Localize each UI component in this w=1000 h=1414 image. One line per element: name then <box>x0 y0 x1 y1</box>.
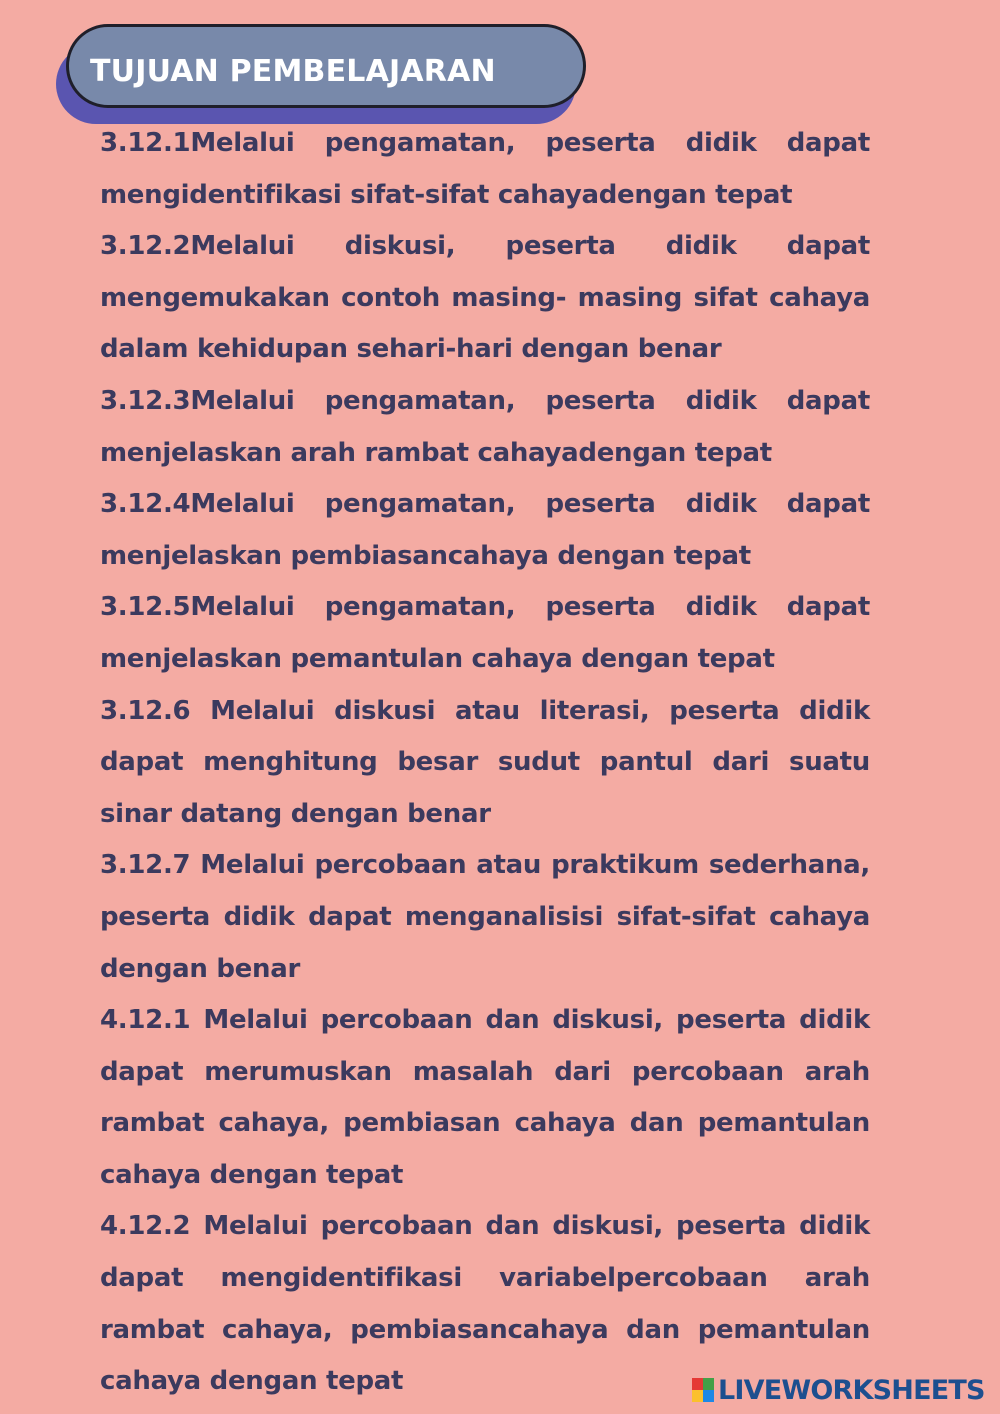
objectives-list <box>100 118 870 1408</box>
logo-square-blue <box>703 1390 714 1402</box>
watermark-text: LIVEWORKSHEETS <box>718 1374 985 1406</box>
objective-code: 3.12.6 <box>100 695 191 726</box>
liveworksheets-logo-icon <box>692 1378 714 1402</box>
objective-text: Melalui pengamatan, peserta didik dapat menjelaskan pembiasancahaya dengan tepat <box>100 489 870 571</box>
logo-square-green <box>703 1378 714 1390</box>
objective-text: Melalui pengamatan, peserta didik dapat mengidentifikasi sifat-sifat cahayadengan tepat <box>100 128 870 210</box>
page-title: TUJUAN PEMBELAJARAN <box>90 54 496 89</box>
objective-text: Melalui pengamatan, peserta didik dapat menjelaskan pemantulan cahaya dengan tepat <box>100 592 870 674</box>
objective-text: Melalui diskusi atau literasi, peserta didik dapat menghitung besar sudut pantul dari suatu sinar datang dengan benar <box>100 695 870 829</box>
objective-code: 3.12.1 <box>100 128 191 158</box>
objective-code: 3.12.3 <box>100 385 191 416</box>
logo-square-yellow <box>692 1390 703 1402</box>
objective-text: Melalui percobaan dan diskusi, peserta didik dapat merumuskan masalah dari percobaan arah rambat cahaya, pembiasan cahaya dan pemantulan cahaya dengan tepat <box>100 1005 870 1190</box>
objective-item <box>100 118 870 221</box>
objective-code: 4.12.1 <box>100 1005 191 1036</box>
objective-item <box>100 582 870 685</box>
objective-code: 3.12.7 <box>100 850 191 881</box>
logo-square-red <box>692 1378 703 1390</box>
objective-code: 4.12.2 <box>100 1211 191 1242</box>
objective-text: Melalui percobaan atau praktikum sederhana, peserta didik dapat menganalisisi sifat-sifat cahaya dengan benar <box>100 850 870 984</box>
objective-item <box>100 221 870 376</box>
objective-item <box>100 376 870 479</box>
liveworksheets-watermark <box>692 1372 985 1408</box>
objective-item <box>100 686 870 841</box>
objective-text: Melalui diskusi, peserta didik dapat mengemukakan contoh masing- masing sifat cahaya dalam kehidupan sehari-hari dengan benar <box>100 231 870 365</box>
objective-text: Melalui pengamatan, peserta didik dapat menjelaskan arah rambat cahayadengan tepat <box>100 385 870 468</box>
objective-item <box>100 840 870 995</box>
header-banner <box>56 24 596 128</box>
objective-item <box>100 995 870 1201</box>
objective-code: 3.12.5 <box>100 592 191 623</box>
objective-code: 3.12.4 <box>100 489 191 520</box>
objective-code: 3.12.2 <box>100 231 191 262</box>
objective-text: Melalui percobaan dan diskusi, peserta didik dapat mengidentifikasi variabelpercobaan arah rambat cahaya, pembiasancahaya dan pemantulan cahaya dengan tepat <box>100 1211 870 1397</box>
objective-item <box>100 479 870 582</box>
